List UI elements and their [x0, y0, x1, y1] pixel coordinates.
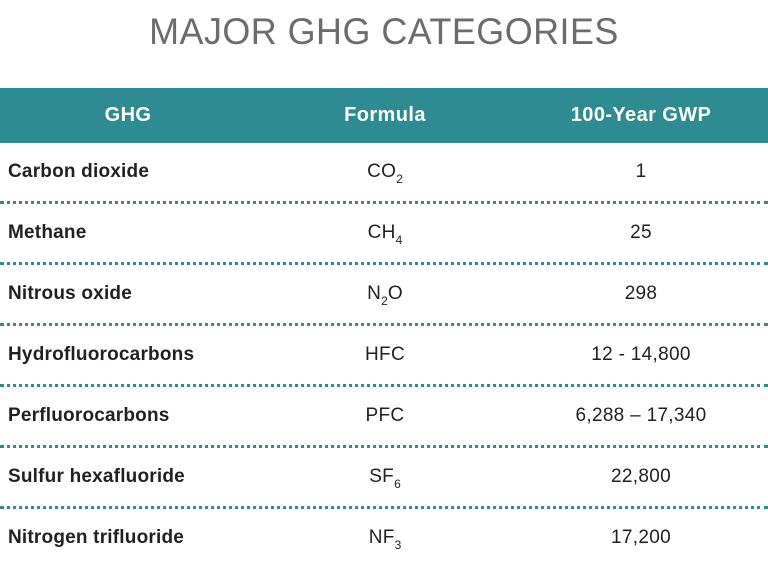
- formula-base: PFC: [365, 405, 405, 426]
- formula-subscript: 2: [381, 294, 388, 308]
- header-ghg: GHG: [104, 104, 152, 126]
- formula-subscript: 2: [396, 172, 403, 186]
- gwp-value: 17,200: [611, 527, 671, 548]
- ghg-table: [0, 88, 768, 563]
- formula-base: NF: [368, 527, 395, 548]
- table-row: [0, 326, 768, 387]
- formula: [256, 466, 514, 491]
- gwp-value: 6,288 – 17,340: [575, 405, 707, 426]
- formula-base: CO: [367, 161, 397, 182]
- header-formula: Formula: [344, 104, 426, 126]
- table-row: [0, 387, 768, 448]
- table-row: [0, 143, 768, 204]
- gwp-value: 25: [630, 222, 652, 243]
- ghg-name: Sulfur hexafluoride: [8, 466, 185, 487]
- ghg-name: Methane: [8, 222, 87, 243]
- table-header-row: [0, 88, 768, 143]
- table-row: [0, 265, 768, 326]
- formula: [256, 222, 514, 247]
- page-title: MAJOR GHG CATEGORIES: [149, 11, 619, 52]
- formula: [256, 344, 514, 366]
- table-row: [0, 448, 768, 509]
- formula-base: HFC: [365, 344, 405, 365]
- ghg-name: Perfluorocarbons: [8, 405, 170, 426]
- ghg-name: Carbon dioxide: [8, 161, 150, 182]
- gwp-value: 12 - 14,800: [591, 344, 691, 365]
- table-row: [0, 509, 768, 563]
- formula-base: SF: [369, 466, 395, 487]
- ghg-name: Nitrous oxide: [8, 283, 133, 304]
- gwp-value: 298: [624, 283, 658, 304]
- formula: [256, 283, 514, 308]
- gwp-value: 22,800: [611, 466, 671, 487]
- table-row: [0, 204, 768, 265]
- formula-base: CH: [367, 222, 396, 243]
- formula: [256, 161, 514, 186]
- formula-subscript: 4: [395, 233, 403, 247]
- formula-subscript: 6: [394, 477, 401, 491]
- formula: [256, 405, 514, 427]
- ghg-name: Hydrofluorocarbons: [8, 344, 195, 365]
- formula-base: N: [367, 283, 382, 304]
- ghg-name: Nitrogen trifluoride: [8, 527, 185, 548]
- formula: [256, 527, 514, 552]
- formula-subscript: 3: [394, 538, 402, 552]
- gwp-value: 1: [635, 161, 647, 182]
- header-gwp: 100-Year GWP: [570, 104, 712, 126]
- formula-post: O: [387, 283, 403, 304]
